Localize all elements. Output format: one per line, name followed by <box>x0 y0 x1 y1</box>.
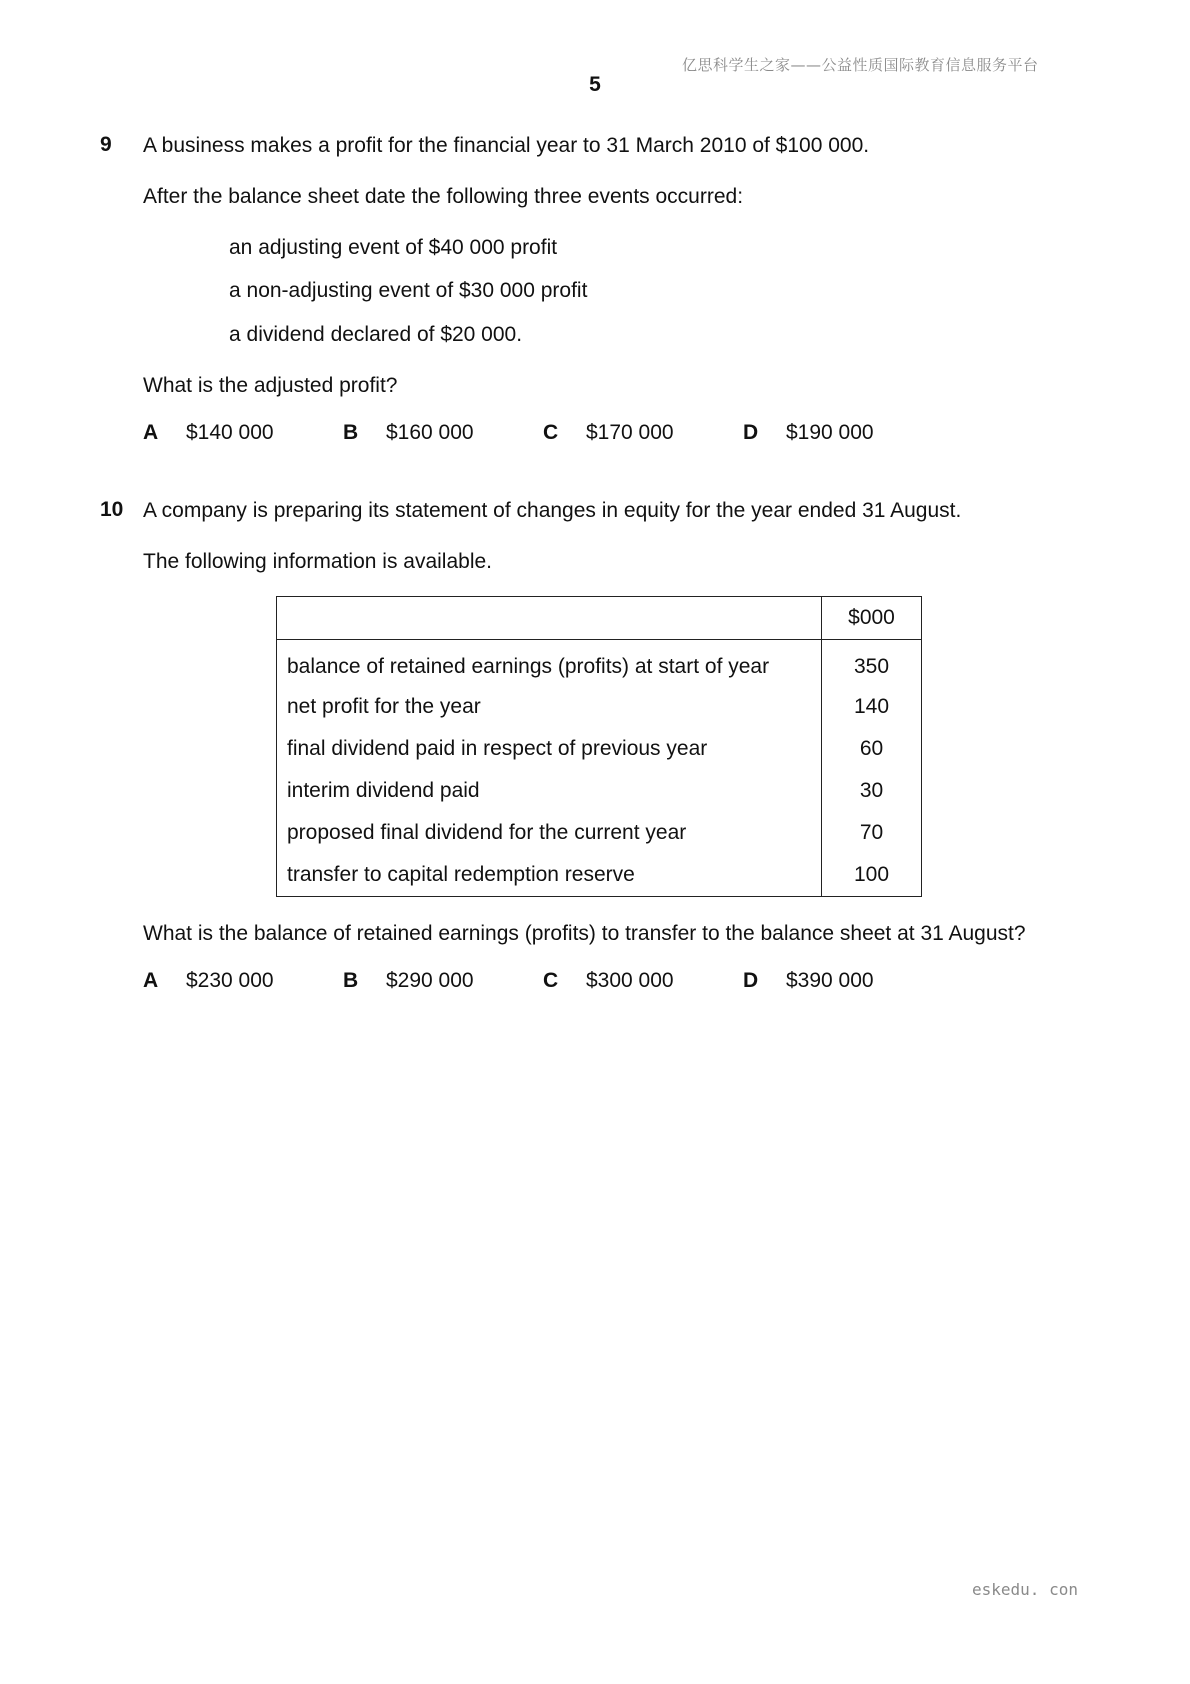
question-10-number: 10 <box>100 498 124 521</box>
table-row-value: 60 <box>822 728 922 770</box>
q9-option-d-value: $190 000 <box>786 421 874 444</box>
table-row-label: balance of retained earnings (profits) at start of year <box>277 640 822 687</box>
table-row <box>277 640 922 687</box>
q9-option-b-letter: B <box>343 421 359 444</box>
question-10-stem: A company is preparing its statement of changes in equity for the year ended 31 August. <box>143 499 962 522</box>
q10-option-b-letter: B <box>343 969 359 992</box>
q10-option-c-value: $300 000 <box>586 969 674 992</box>
q9-option-c-value: $170 000 <box>586 421 674 444</box>
q10-option-a-letter: A <box>143 969 159 992</box>
table-row <box>277 812 922 854</box>
table-header-label <box>277 597 822 640</box>
q9-option-c-letter: C <box>543 421 559 444</box>
table-row-value: 140 <box>822 686 922 728</box>
q10-option-a-value: $230 000 <box>186 969 274 992</box>
table-row <box>277 854 922 897</box>
table-row <box>277 770 922 812</box>
table-row <box>277 686 922 728</box>
question-9-number: 9 <box>100 133 112 156</box>
question-10-prompt: What is the balance of retained earnings (profits) to transfer to the balance sheet at 31 August? <box>143 922 1026 945</box>
page-number: 5 <box>589 73 601 96</box>
question-9-event: a non-adjusting event of $30 000 profit <box>229 279 588 302</box>
q10-option-c-letter: C <box>543 969 559 992</box>
table-row-label: interim dividend paid <box>277 770 822 812</box>
q9-option-a-value: $140 000 <box>186 421 274 444</box>
table-row <box>277 728 922 770</box>
question-9-event: a dividend declared of $20 000. <box>229 323 523 346</box>
table-row-label: net profit for the year <box>277 686 822 728</box>
q10-option-d-letter: D <box>743 969 759 992</box>
q9-option-b-value: $160 000 <box>386 421 474 444</box>
equity-information-table <box>276 596 922 897</box>
question-9-event: an adjusting event of $40 000 profit <box>229 236 558 259</box>
table-row-value: 100 <box>822 854 922 897</box>
q9-option-d-letter: D <box>743 421 759 444</box>
table-header-unit: $000 <box>822 597 922 640</box>
table-row-value: 30 <box>822 770 922 812</box>
footer-watermark: eskedu. con <box>972 1580 1078 1599</box>
question-9-intro: After the balance sheet date the following three events occurred: <box>143 185 744 208</box>
table-row-label: proposed final dividend for the current year <box>277 812 822 854</box>
question-9-prompt: What is the adjusted profit? <box>143 374 398 397</box>
q10-option-b-value: $290 000 <box>386 969 474 992</box>
header-watermark: 亿思科学生之家——公益性质国际教育信息服务平台 <box>682 56 1039 74</box>
question-9-stem: A business makes a profit for the financial year to 31 March 2010 of $100 000. <box>143 134 870 157</box>
table-header-row <box>277 597 922 640</box>
table-row-value: 70 <box>822 812 922 854</box>
q9-option-a-letter: A <box>143 421 159 444</box>
question-10-intro: The following information is available. <box>143 550 493 573</box>
q10-option-d-value: $390 000 <box>786 969 874 992</box>
table-row-value: 350 <box>822 640 922 687</box>
table-row-label: final dividend paid in respect of previous year <box>277 728 822 770</box>
table-row-label: transfer to capital redemption reserve <box>277 854 822 897</box>
